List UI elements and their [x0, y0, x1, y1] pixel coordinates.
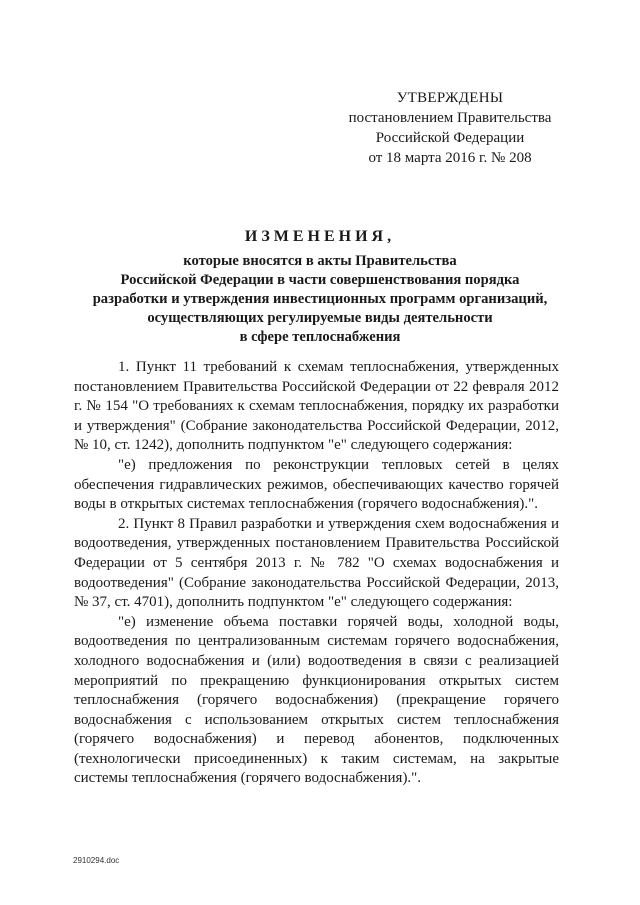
approval-heading: УТВЕРЖДЕНЫ: [396, 90, 504, 106]
paragraph-item-1: 1. Пункт 11 требований к схемам теплоснабжения, утвержденных постановлением Правительства Российской Федерации от 22 февраля 2012 г. № 154 "О требованиях к схемам теплоснабжения, порядку их разработки и утверждения" (Собрание законодательства Российской Федерации, 2012, № 10, ст. 1242), дополнить подпунктом "е" следующего содержания:: [74, 359, 559, 454]
subtitle-line: в сфере теплоснабжения: [239, 329, 401, 345]
paragraph-item-2: 2. Пункт 8 Правил разработки и утверждения схем водоснабжения и водоотведения, утвержденных постановлением Правительства Российской Федерации от 5 сентября 2013 г. № 782 "О схемах водоснабжения и водоотведения" (Собрание законодательства Российской Федерации, 2013, № 37, ст. 4701), дополнить подпунктом "е" следующего содержания:: [74, 515, 559, 611]
approval-stamp: [330, 88, 570, 168]
document-subtitle: [60, 252, 580, 347]
paragraph-subitem-e-1: "е) предложения по реконструкции тепловых сетей в целях обеспечения гидравлических режимов, обеспечивающих качество горячей воды в открытых системах теплоснабжения (горячего водоснабжения).".: [74, 456, 559, 513]
approval-line: Российской Федерации: [375, 130, 525, 146]
document-title: ИЗМЕНЕНИЯ,: [244, 228, 396, 245]
file-name-footer: 2910294.doc: [73, 856, 120, 865]
approval-line: постановлением Правительства: [348, 110, 552, 126]
document-body: [74, 358, 559, 789]
subtitle-line: осуществляющих регулируемые виды деятельности: [147, 310, 493, 326]
subtitle-line: которые вносятся в акты Правительства: [183, 253, 457, 269]
subtitle-line: Российской Федерации в части совершенствования порядка: [120, 272, 520, 288]
paragraph-subitem-e-2: "е) изменение объема поставки горячей воды, холодной воды, водоотведения по централизованным системам горячего водоснабжения, холодного водоснабжения и (или) водоотведения в связи с реализацией мероприятий по прекращению функционирования открытых систем теплоснабжения (горячего водоснабжения) (прекращение горячего водоснабжения с использованием открытых систем теплоснабжения (горячего водоснабжения) и перевод абонентов, подключенных (технологически присоединенных) к таким системам, на закрытые системы теплоснабжения (горячего водоснабжения).".: [74, 613, 559, 787]
subtitle-line: разработки и утверждения инвестиционных программ организаций,: [92, 291, 548, 307]
approval-date-number: от 18 марта 2016 г. № 208: [368, 150, 532, 166]
